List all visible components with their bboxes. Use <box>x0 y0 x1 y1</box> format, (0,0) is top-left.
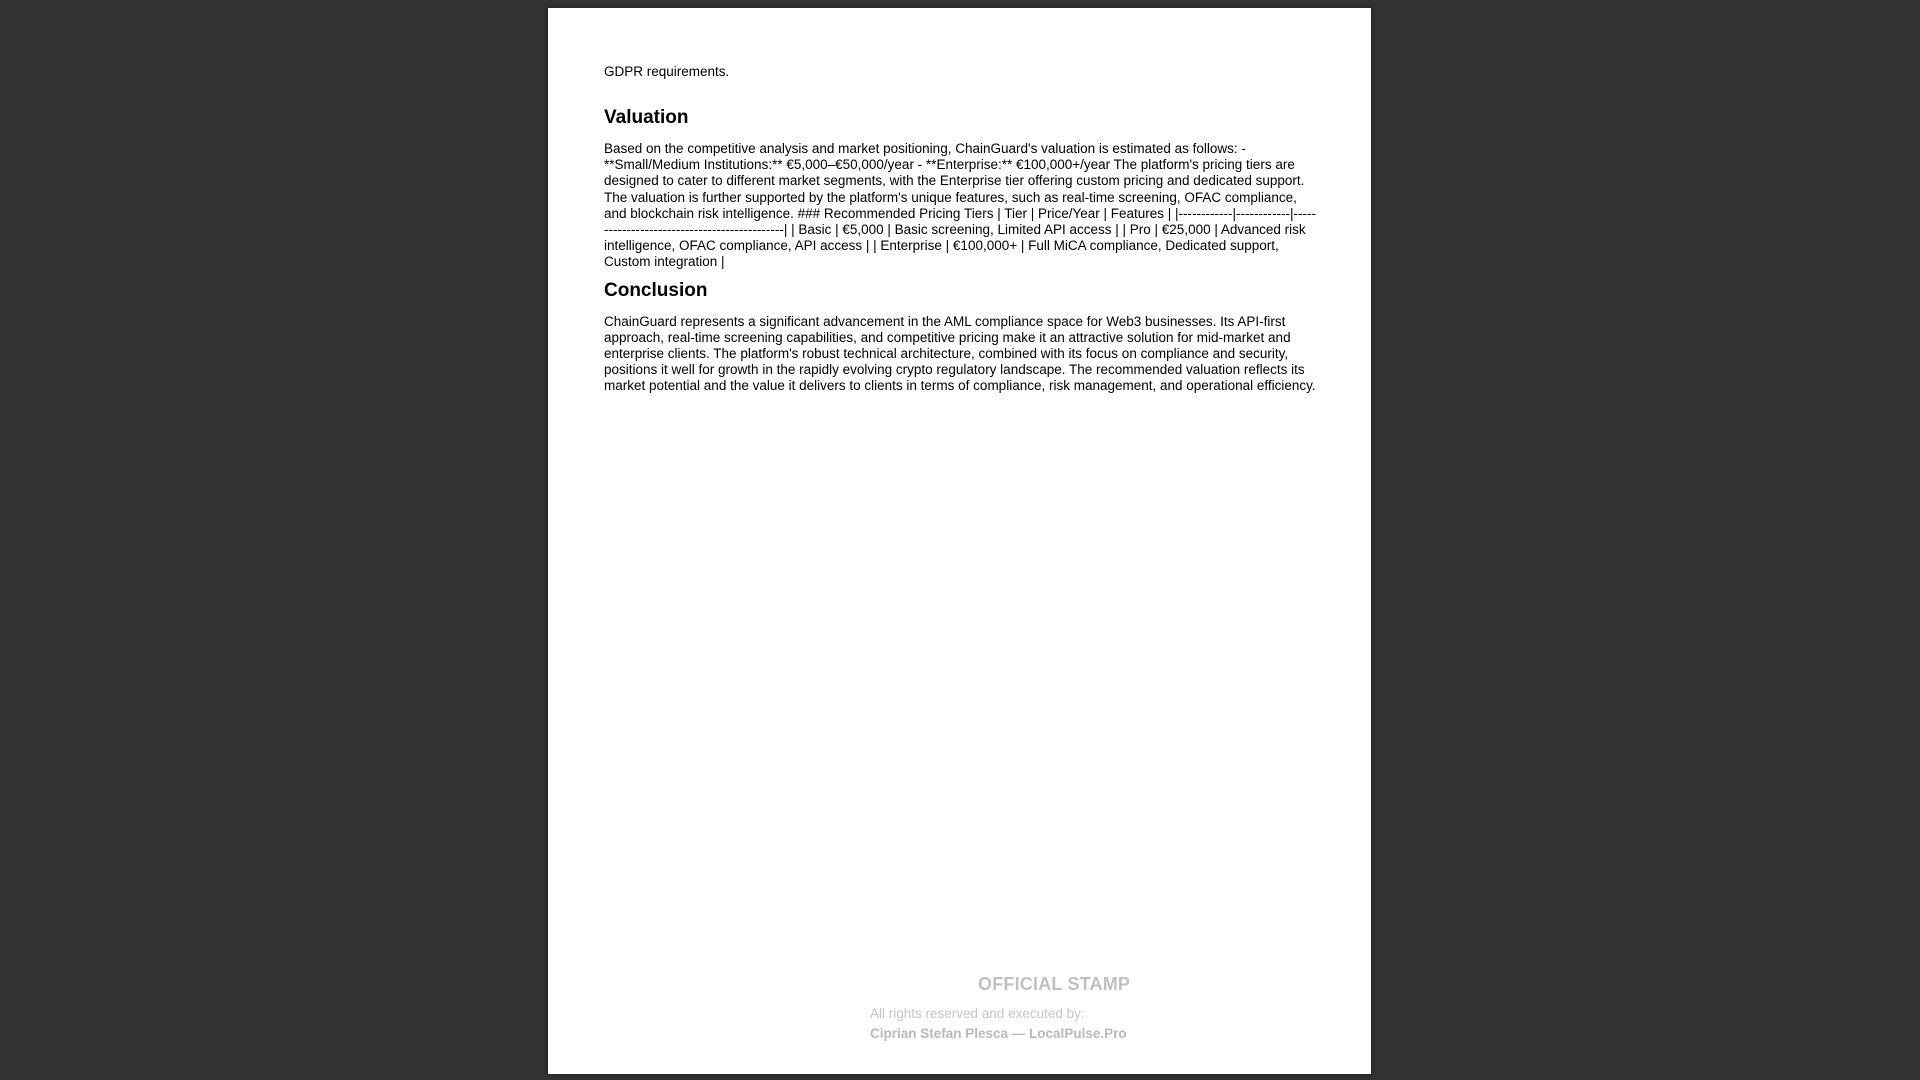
section-heading-conclusion: Conclusion <box>604 279 708 301</box>
valuation-paragraph: Based on the competitive analysis and market positioning, ChainGuard's valuation is estimated as follows: - **Small/Medium Institutions:** €5,000–€50,000/year - **Enterprise:** €100,000+/year The platform's pricing tiers are designed to cater to different market segments, with the Enterprise tier offering custom pricing and dedicated support. The valuation is further supported by the platform's unique features, such as real-time screening, OFAC compliance, and blockchain risk intelligence. ### Recommended Pricing Tiers | Tier | Price/Year | Features | |------------|------------|---------------------------------------------| | Basic | €5,000 | Basic screening, Limited API access | | Pro | €25,000 | Advanced risk intelligence, OFAC compliance, API access | | Enterprise | €100,000+ | Full MiCA compliance, Dedicated support, Custom integration | <box>604 141 1316 270</box>
rights-statement: All rights reserved and executed by: <box>870 1006 1085 1021</box>
section-heading-valuation: Valuation <box>604 107 689 128</box>
continued-text: GDPR requirements. <box>604 64 730 79</box>
conclusion-paragraph: ChainGuard represents a significant advancement in the AML compliance space for Web3 businesses. Its API-first approach, real-time screening capabilities, and competitive pricing make it an attractive solution for mid-market and enterprise clients. The platform's robust technical architecture, combined with its focus on compliance and security, positions it well for growth in the rapidly evolving crypto regulatory landscape. The recommended valuation reflects its market potential and the value it delivers to clients in terms of compliance, risk management, and operational efficiency. <box>604 313 1316 394</box>
document-page <box>548 8 1371 1074</box>
page-content <box>604 64 1320 404</box>
official-stamp: OFFICIAL STAMP <box>978 974 1131 994</box>
executor-signature: Ciprian Stefan Plesca — LocalPulse.Pro <box>870 1026 1127 1041</box>
